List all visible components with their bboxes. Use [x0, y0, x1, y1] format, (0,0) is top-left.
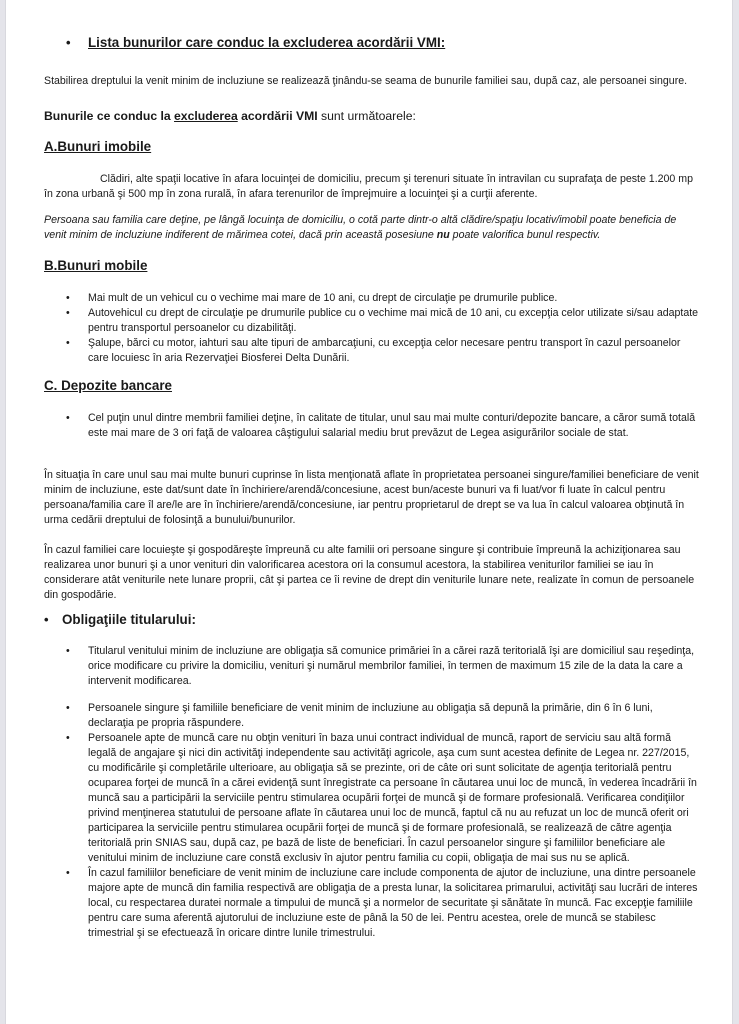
exclusion-lead: [44, 109, 699, 124]
household-paragraph: În cazul familiei care locuieşte şi gospodăreşte împreună cu alte familii ori persoane singure şi contribuie împreună la achiziţionarea sau realizarea unor bunuri şi a unor venituri din valorificarea acestora ori la consumul acestora, la stabilirea veniturilor familiei se iau în considerare atât veniturile nete lunare proprii, cât şi partea ce îi revine de drept din veniturile lunare nete, realizate în comun de persoanele din gospodărie.: [44, 544, 695, 601]
section-b-heading: B.Bunuri mobile: [44, 258, 148, 273]
list-item: [66, 731, 699, 866]
section-a-item-text: Clădiri, alte spaţii locative în afara locuinţei de domiciliu, precum şi terenuri situate în intravilan cu suprafaţa de peste 1.200 mp în zona urbană şi 500 mp în zona rurală, în afara terenurilor de împrejmuire a locuinţei şi a curţii aferente.: [44, 173, 693, 200]
bullet-icon: •: [66, 292, 70, 304]
note-text-end: poate valorifica bunul respectiv.: [449, 229, 601, 241]
bullet-icon: •: [66, 412, 70, 424]
list-item: [66, 336, 699, 366]
obligations-list: [44, 644, 699, 941]
note-text: Persoana sau familia care deţine, pe lângă locuinţa de domiciliu, o cotă parte dintr-o altă clădire/spaţiu locativ/imobil poate beneficia de venit minim de incluziune indiferent de mărimea cotei, dacă prin această posesiune: [44, 214, 677, 241]
obligations-heading: Obligaţiile titularului:: [62, 612, 196, 627]
section-b-list: [44, 291, 699, 366]
list-item-text: Mai mult de un vehicul cu o vechime mai mare de 10 ani, cu drept de circulaţie pe drumurile publice.: [88, 292, 558, 304]
list-item-text: Cel puţin unul dintre membrii familiei deţine, în calitate de titular, unul sau mai multe conturi/depozite bancare, a căror sumă totală este mai mare de 3 ori faţă de valoarea câştigului salarial mediu brut prevăzut de Legea asigurărilor sociale de stat.: [88, 412, 696, 439]
section-a-item: [44, 172, 699, 202]
bullet-icon: •: [66, 867, 70, 879]
section-a-note: [44, 213, 699, 243]
bullet-icon: •: [66, 732, 70, 744]
list-item: [66, 411, 699, 441]
bullet-icon: •: [66, 307, 70, 319]
bullet-icon: •: [66, 35, 71, 50]
bullet-icon: •: [66, 645, 70, 657]
bullet-icon: •: [66, 702, 70, 714]
lead-text-bold: acordării VMI: [237, 109, 318, 123]
list-item: [66, 644, 699, 689]
list-item-text: Persoanele singure şi familiile beneficiare de venit minim de incluziune au obligaţia să depună la primărie, din 6 în 6 luni, declaraţia pe propria răspundere.: [88, 702, 653, 729]
document-page: [5, 0, 733, 1024]
section-c-list: [44, 411, 699, 441]
lead-text-end: sunt următoarele:: [317, 109, 416, 123]
note-bold: nu: [436, 229, 450, 241]
bullet-icon: •: [44, 612, 49, 627]
lead-underlined: excluderea: [174, 109, 238, 123]
list-item: [66, 701, 699, 731]
rent-paragraph: În situaţia în care unul sau mai multe bunuri cuprinse în lista menţionată aflate în proprietatea persoanei singure/familiei beneficiare de venit minim de incluziune, este dat/sunt date în închiriere/arendă/concesiune, acest bun/aceste bunuri va fi luat/vor fi luate în calcul pentru persoana/familia care îl are/le are în închiriere/arendă/concesiune, iar pentru proprietarul de drept se va lua în calcul valoarea obţinută în urma cedării dreptului de folosinţă a bunului/bunurilor.: [44, 469, 699, 526]
lead-text: Bunurile ce conduc la: [44, 109, 175, 123]
bullet-icon: •: [66, 337, 70, 349]
intro-paragraph: Stabilirea dreptului la venit minim de incluziune se realizează ţinându-se seama de bunurile familiei sau, după caz, ale persoanei singure.: [44, 75, 688, 87]
list-item: [66, 291, 699, 306]
section-a-heading: A.Bunuri imobile: [44, 139, 152, 154]
list-item-text: În cazul familiilor beneficiare de venit minim de incluziune care include componenta de ajutor de incluziune, una dintre persoanele majore apte de muncă din familia respectivă are obligaţia de a presta lunar, la solicitarea primarului, activităţi sau lucrări de interes local, cu respectarea duratei normale a timpului de muncă şi a normelor de securitate şi sănătate în muncă. Fac excepţie familiile pentru care suma aferentă ajutorului de incluziune este de până la 50 de lei. Pentru acestea, orele de muncă se stabilesc trimestrial şi se efectuează în oricare dintre lunile trimestrului.: [88, 867, 698, 939]
list-item-text: Şalupe, bărci cu motor, iahturi sau alte tipuri de ambarcaţiuni, cu excepţia celor necesare pentru transport în cazul persoanelor care locuiesc în aria Rezervaţiei Biosferei Delta Dunării.: [88, 337, 681, 364]
list-item-text: Autovehicul cu drept de circulaţie pe drumurile publice cu o vechime mai mică de 10 ani, cu excepţia celor utilizate si/sau adaptate pentru transportul persoanelor cu dizabilităţi.: [88, 307, 699, 334]
list-item-text: Persoanele apte de muncă care nu obţin venituri în baza unui contract individual de muncă, raport de serviciu sau altă formă legală de angajare şi nici din activităţi independente sau activităţi agricole, aşa cum sunt acestea definite de Legea nr. 227/2015, cu modificările şi completările ulterioare, au obligaţia să se prezinte, ori de câte ori sunt solicitate de agenţia teritorială pentru ocuparea forţei de muncă în a cărei evidenţă sunt înregistrate ca persoane în căutarea unui loc de muncă, în vederea încadrării în muncă sau a participării la serviciile pentru stimularea ocupării forţei de muncă şi de formare profesională. Verificarea condiţiilor privind menţinerea statutului de persoane aflate în căutarea unui loc de muncă, faptul că nu au refuzat un loc de muncă oferit ori participarea la serviciile pentru stimularea ocupării forţei de muncă şi de formare profesională, se realizează de către agenţia teritorială prin SNIAS sau, după caz, pe bază de liste de beneficiari. În cazul persoanelor singure şi familiilor beneficiare ale venitului minim de incluziune care constă exclusiv în ajutor pentru familia cu copii, obligaţia de mai sus nu se aplică.: [88, 732, 697, 864]
list-item: [66, 866, 699, 941]
main-heading: Lista bunurilor care conduc la excluderea acordării VMI:: [88, 35, 446, 50]
list-item: [66, 306, 699, 336]
list-item-text: Titularul venitului minim de incluziune are obligaţia să comunice primăriei în a cărei rază teritorială îşi are domiciliul sau reşedinţa, orice modificare cu privire la domiciliu, venituri şi numărul membrilor familiei, în termen de maximum 15 zile de la data la care a intervenit modificarea.: [88, 645, 695, 687]
section-c-heading: C. Depozite bancare: [44, 378, 172, 393]
